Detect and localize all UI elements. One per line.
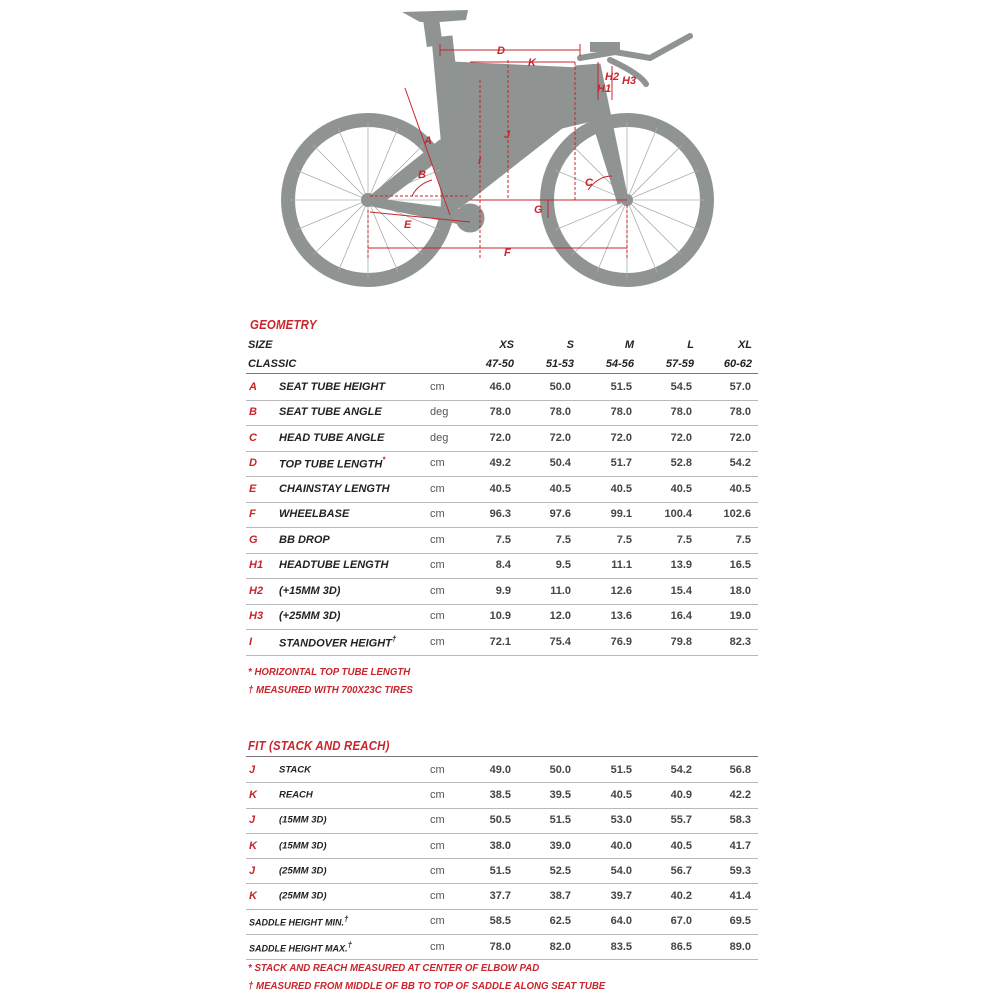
row-value: 12.6 <box>610 584 632 597</box>
size-header-l: L <box>687 339 694 351</box>
row-unit: deg <box>430 406 449 419</box>
row-value: 38.0 <box>489 839 511 852</box>
fit-row <box>246 757 758 783</box>
row-unit: cm <box>430 559 445 572</box>
row-code: B <box>249 406 257 419</box>
row-value: 78.0 <box>489 406 511 419</box>
geometry-row <box>246 629 758 656</box>
size-range-xs: 47-50 <box>485 358 514 370</box>
fit-row <box>246 858 758 884</box>
row-label: CHAINSTAY LENGTH <box>279 482 390 495</box>
row-value: 72.0 <box>610 431 632 444</box>
row-value: 11.1 <box>611 559 632 572</box>
fit-row <box>246 782 758 808</box>
row-value: 19.0 <box>729 610 751 623</box>
row-value: 72.1 <box>489 635 511 648</box>
row-value: 9.9 <box>495 584 511 597</box>
row-value: 69.5 <box>729 915 751 928</box>
size-header-xs: XS <box>499 339 514 351</box>
row-value: 55.7 <box>670 814 692 827</box>
row-value: 9.5 <box>555 559 571 572</box>
row-value: 40.0 <box>610 839 632 852</box>
row-code: F <box>249 508 256 521</box>
row-unit: cm <box>430 457 445 470</box>
row-code: D <box>249 457 257 470</box>
row-value: 7.5 <box>735 533 751 546</box>
row-unit: cm <box>430 584 445 597</box>
row-value: 56.8 <box>729 763 751 776</box>
row-value: 40.5 <box>549 482 571 495</box>
size-range-m: 54-56 <box>605 358 634 370</box>
row-value: 49.0 <box>489 763 511 776</box>
row-unit: cm <box>430 533 445 546</box>
row-label: STANDOVER HEIGHT† <box>279 634 397 650</box>
seat-and-post <box>402 10 468 47</box>
row-value: 13.9 <box>670 559 692 572</box>
row-code: H3 <box>249 610 264 623</box>
row-value: 82.0 <box>549 940 571 953</box>
row-value: 7.5 <box>495 533 511 546</box>
row-value: 59.3 <box>729 864 751 877</box>
row-value: 11.0 <box>550 584 571 597</box>
row-label: HEADTUBE LENGTH <box>279 559 389 572</box>
row-code: H2 <box>249 584 264 597</box>
size-range-s: 51-53 <box>545 358 574 370</box>
row-code: G <box>249 533 258 546</box>
geometry-row <box>246 553 758 580</box>
row-value: 50.0 <box>549 380 571 393</box>
row-value: 40.5 <box>610 788 632 801</box>
row-code: H1 <box>249 559 264 572</box>
row-value: 51.5 <box>489 864 511 877</box>
size-range-xl: 60-62 <box>723 358 752 370</box>
row-value: 54.2 <box>729 457 751 470</box>
size-header-s: S <box>566 339 574 351</box>
fit-row <box>246 934 758 960</box>
row-value: 54.5 <box>670 380 692 393</box>
row-footnote-mark: * <box>382 455 386 465</box>
geometry-row <box>246 476 758 503</box>
geometry-title: GEOMETRY <box>250 317 317 332</box>
row-code: E <box>249 482 257 495</box>
row-value: 51.5 <box>610 763 632 776</box>
geometry-row <box>246 502 758 529</box>
row-value: 102.6 <box>723 508 751 521</box>
fit-row <box>246 884 758 910</box>
row-value: 39.0 <box>549 839 571 852</box>
row-value: 8.4 <box>495 559 511 572</box>
row-value: 38.7 <box>549 890 571 903</box>
fit-note-1: * STACK AND REACH MEASURED AT CENTER OF ELBOW PAD <box>248 962 540 974</box>
row-code: K <box>249 890 257 903</box>
row-label: (15MM 3D) <box>279 814 327 826</box>
row-footnote-mark: † <box>344 914 349 924</box>
row-value: 38.5 <box>489 788 511 801</box>
row-value: 62.5 <box>549 915 571 928</box>
row-label: TOP TUBE LENGTH* <box>279 455 386 471</box>
size-header-m: M <box>624 339 634 351</box>
row-value: 16.5 <box>729 559 751 572</box>
row-unit: cm <box>430 814 445 827</box>
row-value: 40.5 <box>610 482 632 495</box>
row-unit: cm <box>430 763 445 776</box>
row-value: 49.2 <box>489 457 511 470</box>
row-value: 10.9 <box>489 610 511 623</box>
row-unit: cm <box>430 482 445 495</box>
row-value: 37.7 <box>489 890 511 903</box>
fit-title: FIT (STACK AND REACH) <box>248 738 390 753</box>
row-value: 50.5 <box>489 814 511 827</box>
row-value: 40.5 <box>729 482 751 495</box>
row-value: 78.0 <box>549 406 571 419</box>
row-value: 41.7 <box>729 839 751 852</box>
geometry-row <box>246 451 758 478</box>
dim-label-h3: H3 <box>622 75 637 87</box>
dim-label-f: F <box>504 247 511 259</box>
row-label: BB DROP <box>279 533 330 546</box>
classic-label: CLASSIC <box>248 358 297 370</box>
row-value: 89.0 <box>729 940 751 953</box>
row-value: 72.0 <box>670 431 692 444</box>
bike-geometry-diagram <box>0 0 1000 310</box>
row-unit: deg <box>430 431 449 444</box>
row-value: 40.9 <box>670 788 692 801</box>
row-value: 13.6 <box>610 610 632 623</box>
row-value: 75.4 <box>549 635 571 648</box>
row-value: 100.4 <box>664 508 692 521</box>
size-range-l: 57-59 <box>665 358 694 370</box>
row-value: 7.5 <box>616 533 632 546</box>
dim-label-j: J <box>504 129 511 141</box>
row-value: 40.2 <box>670 890 692 903</box>
dim-label-i: I <box>478 155 482 167</box>
row-value: 39.7 <box>610 890 632 903</box>
row-label: STACK <box>279 764 312 776</box>
row-footnote-mark: † <box>391 634 397 644</box>
row-label: HEAD TUBE ANGLE <box>279 431 385 444</box>
row-value: 78.0 <box>489 940 511 953</box>
geometry-row <box>246 425 758 452</box>
row-label: REACH <box>279 789 313 801</box>
row-unit: cm <box>430 635 445 648</box>
geometry-row <box>246 578 758 605</box>
geometry-note-2: † MEASURED WITH 700X23C TIRES <box>248 684 413 696</box>
row-label: (25MM 3D) <box>279 890 327 902</box>
row-value: 86.5 <box>670 940 692 953</box>
row-unit: cm <box>430 915 445 928</box>
row-unit: cm <box>430 788 445 801</box>
row-code: I <box>249 635 253 648</box>
dim-label-a: A <box>424 135 432 147</box>
row-value: 52.8 <box>670 457 692 470</box>
row-value: 67.0 <box>670 915 692 928</box>
dim-label-c: C <box>585 177 593 189</box>
size-label: SIZE <box>248 339 273 351</box>
row-value: 78.0 <box>610 406 632 419</box>
row-unit: cm <box>430 890 445 903</box>
row-unit: cm <box>430 839 445 852</box>
dim-label-b: B <box>418 169 426 181</box>
fit-row <box>246 833 758 859</box>
row-value: 51.7 <box>610 457 632 470</box>
row-label: SADDLE HEIGHT MAX.† <box>249 940 352 954</box>
fit-row <box>246 808 758 834</box>
row-value: 12.0 <box>549 610 571 623</box>
row-value: 50.4 <box>549 457 571 470</box>
row-value: 72.0 <box>729 431 751 444</box>
row-code: C <box>249 431 257 444</box>
row-code: K <box>249 839 257 852</box>
row-label: SEAT TUBE ANGLE <box>279 406 382 419</box>
row-footnote-mark: † <box>347 940 352 950</box>
row-value: 56.7 <box>670 864 692 877</box>
dim-label-d: D <box>497 45 505 57</box>
row-value: 78.0 <box>670 406 692 419</box>
row-value: 42.2 <box>729 788 751 801</box>
row-label: (+15MM 3D) <box>279 584 341 597</box>
row-label: WHEELBASE <box>279 508 350 521</box>
geometry-row <box>246 604 758 631</box>
fit-note-2: † MEASURED FROM MIDDLE OF BB TO TOP OF SADDLE ALONG SEAT TUBE <box>248 980 606 992</box>
row-value: 52.5 <box>549 864 571 877</box>
row-value: 58.3 <box>729 814 751 827</box>
row-label: SEAT TUBE HEIGHT <box>279 380 386 393</box>
row-value: 7.5 <box>676 533 692 546</box>
row-label: (25MM 3D) <box>279 865 327 877</box>
row-value: 76.9 <box>610 635 632 648</box>
row-value: 7.5 <box>555 533 571 546</box>
row-value: 58.5 <box>489 915 511 928</box>
row-value: 16.4 <box>670 610 692 623</box>
dim-label-g: G <box>534 204 543 216</box>
row-unit: cm <box>430 940 445 953</box>
row-value: 18.0 <box>729 584 751 597</box>
dim-label-e: E <box>404 219 412 231</box>
row-value: 50.0 <box>549 763 571 776</box>
row-label: (+25MM 3D) <box>279 610 341 623</box>
row-label: (15MM 3D) <box>279 840 327 852</box>
row-value: 72.0 <box>549 431 571 444</box>
row-value: 99.1 <box>610 508 632 521</box>
row-value: 41.4 <box>729 890 751 903</box>
row-value: 57.0 <box>729 380 751 393</box>
row-code: J <box>249 864 256 877</box>
row-code: A <box>249 380 257 393</box>
geometry-row <box>246 374 758 401</box>
row-unit: cm <box>430 864 445 877</box>
row-value: 39.5 <box>549 788 571 801</box>
dim-label-h1: H1 <box>597 83 612 95</box>
row-unit: cm <box>430 610 445 623</box>
row-value: 51.5 <box>610 380 632 393</box>
row-value: 78.0 <box>729 406 751 419</box>
row-value: 79.8 <box>670 635 692 648</box>
geometry-note-1: * HORIZONTAL TOP TUBE LENGTH <box>248 666 411 678</box>
row-value: 64.0 <box>610 915 632 928</box>
row-value: 53.0 <box>610 814 632 827</box>
row-code: K <box>249 788 257 801</box>
dim-label-h2: H2 <box>605 71 620 83</box>
row-code: J <box>249 814 256 827</box>
row-value: 54.0 <box>610 864 632 877</box>
row-value: 51.5 <box>549 814 571 827</box>
row-code: J <box>249 763 256 776</box>
row-value: 96.3 <box>489 508 511 521</box>
geometry-row <box>246 527 758 554</box>
row-value: 40.5 <box>670 482 692 495</box>
row-label: SADDLE HEIGHT MIN.† <box>249 914 349 928</box>
dim-label-k: K <box>528 57 536 69</box>
fit-row <box>246 909 758 935</box>
row-value: 82.3 <box>729 635 751 648</box>
size-header-xl: XL <box>737 339 752 351</box>
geometry-row <box>246 400 758 427</box>
row-value: 54.2 <box>670 763 692 776</box>
row-value: 46.0 <box>489 380 511 393</box>
row-value: 83.5 <box>610 940 632 953</box>
row-unit: cm <box>430 508 445 521</box>
row-value: 97.6 <box>549 508 571 521</box>
row-value: 72.0 <box>489 431 511 444</box>
row-value: 15.4 <box>670 584 692 597</box>
row-value: 40.5 <box>489 482 511 495</box>
row-unit: cm <box>430 380 445 393</box>
row-value: 40.5 <box>670 839 692 852</box>
